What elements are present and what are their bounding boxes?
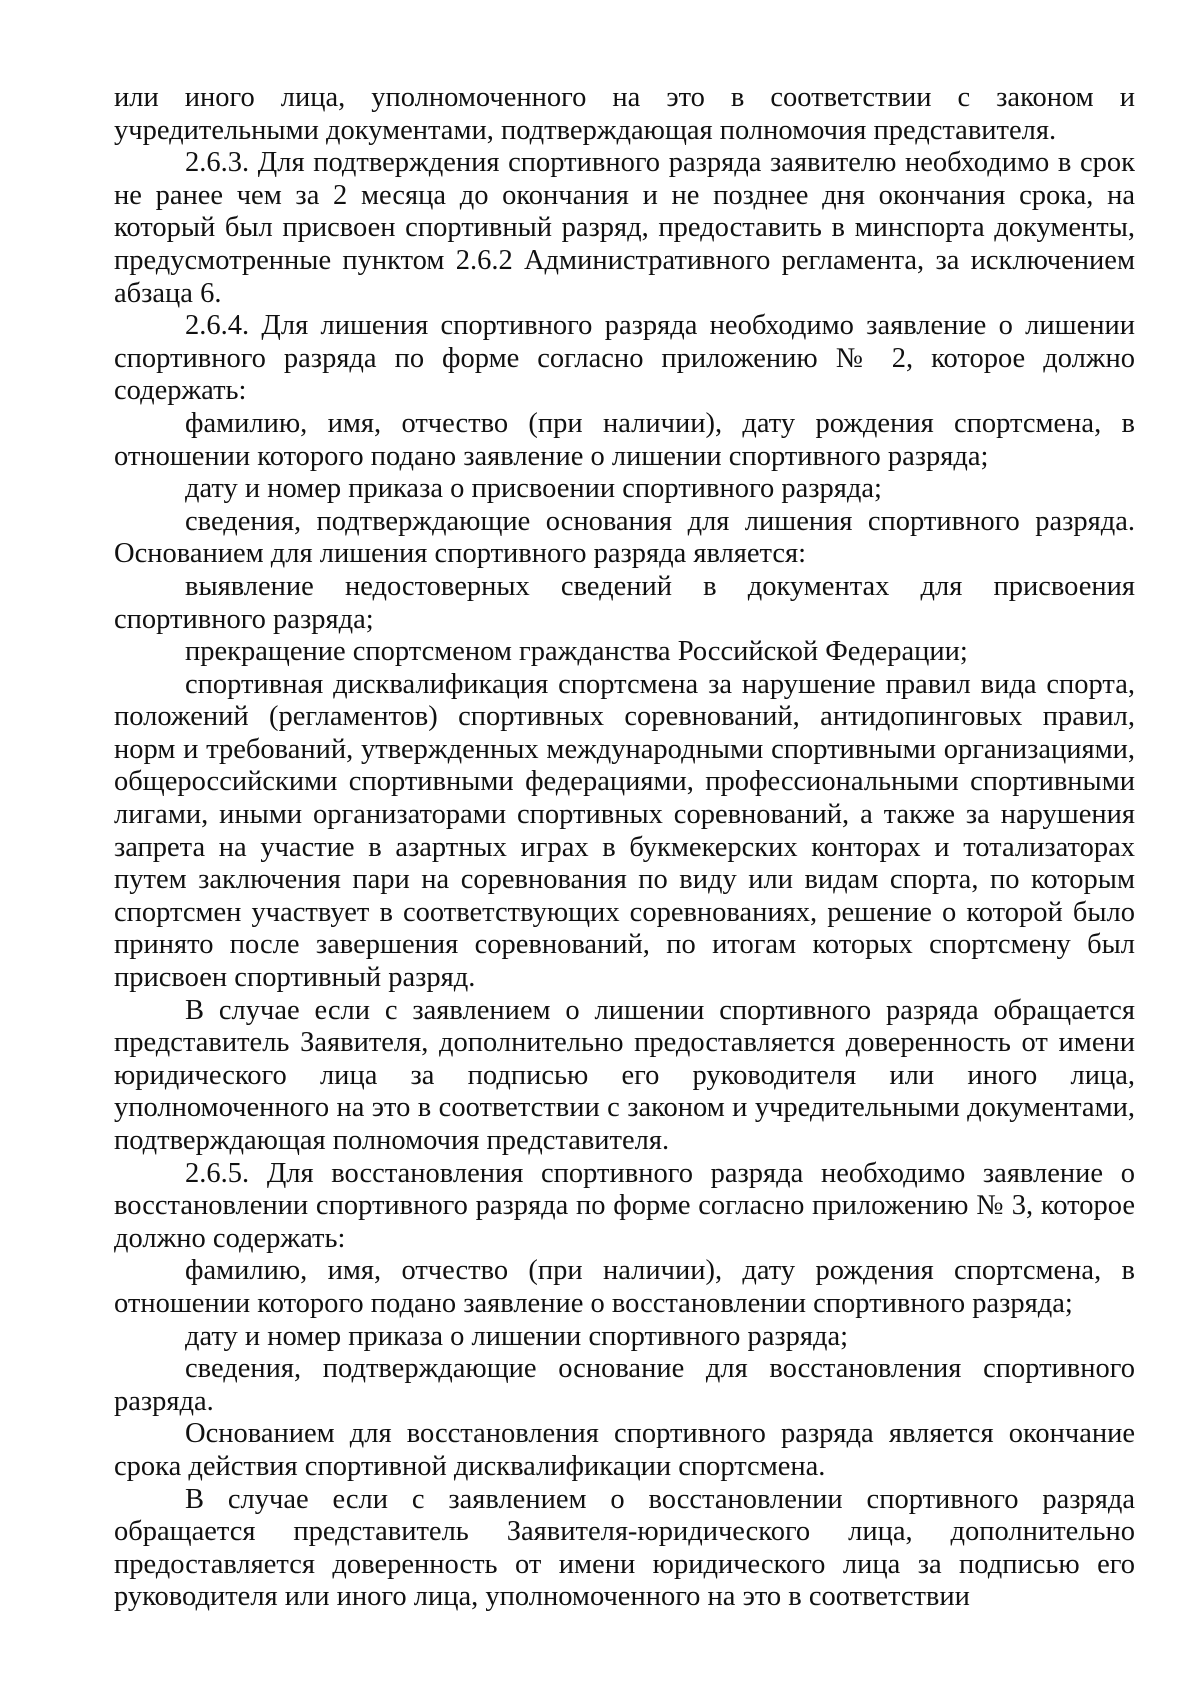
document-page [114, 82, 1135, 1614]
paragraph: Основанием для восстановления спортивного разряда является окончание срока действия спортивной дисквалификации спортсмена. [114, 1418, 1135, 1482]
list-item: дату и номер приказа о присвоении спортивного разряда; [185, 473, 882, 505]
paragraph: В случае если с заявлением о восстановлении спортивного разряда обращается представитель Заявителя-юридического лица, дополнительно предоставляется доверенность от имени юридического лица за подписью его руководителя или иного лица, уполномоченного на это в соответствии [114, 1483, 1135, 1613]
paragraph-2-6-4: 2.6.4. Для лишения спортивного разряда необходимо заявление о лишении спортивного разряда по форме согласно приложению № 2, которое должно содержать: [114, 310, 1135, 407]
list-item: фамилию, имя, отчество (при наличии), дату рождения спортсмена, в отношении которого подано заявление о лишении спортивного разряда; [114, 407, 1135, 472]
list-item: прекращение спортсменом гражданства Российской Федерации; [185, 636, 968, 668]
list-item: сведения, подтверждающие основания для лишения спортивного разряда. Основанием для лишения спортивного разряда является: [114, 505, 1135, 570]
paragraph: В случае если с заявлением о лишении спортивного разряда обращается представитель Заявителя, дополнительно предоставляется доверенность от имени юридического лица за подписью его руководителя или иного лица, уполномоченного на это в соответствии с законом и учредительными документами, подтверждающая полномочия представителя. [114, 994, 1135, 1156]
list-item: выявление недостоверных сведений в документах для присвоения спортивного разряда; [114, 570, 1135, 635]
list-item: дату и номер приказа о лишении спортивного разряда; [185, 1320, 849, 1352]
list-item: сведения, подтверждающие основание для восстановления спортивного разряда. [114, 1353, 1135, 1417]
paragraph-2-6-5: 2.6.5. Для восстановления спортивного разряда необходимо заявление о восстановлении спортивного разряда по форме согласно приложению № 3, которое должно содержать: [114, 1157, 1135, 1254]
list-item: спортивная дисквалификация спортсмена за нарушение правил вида спорта, положений (регламентов) спортивных соревнований, антидопинговых правил, норм и требований, утвержденных международными спортивными организациями, общероссийскими спортивными федерациями, профессиональными спортивными лигами, иными организаторами спортивных соревнований, а также за нарушения запрета на участие в азартных играх в букмекерских конторах и тотализаторах путем заключения пари на соревнования по виду или видам спорта, по которым спортсмен участвует в соответствующих соревнованиях, решение о которой было принято после завершения соревнований, по итогам которых спортсмену был присвоен спортивный разряд. [114, 668, 1135, 994]
paragraph: или иного лица, уполномоченного на это в соответствии с законом и учредительными документами, подтверждающая полномочия представителя. [114, 82, 1135, 146]
paragraph-2-6-3: 2.6.3. Для подтверждения спортивного разряда заявителю необходимо в срок не ранее чем за 2 месяца до окончания и не позднее дня окончания срока, на который был присвоен спортивный разряд, предоставить в минспорта документы, предусмотренные пунктом 2.6.2 Административного регламента, за исключением абзаца 6. [114, 147, 1135, 309]
list-item: фамилию, имя, отчество (при наличии), дату рождения спортсмена, в отношении которого подано заявление о восстановлении спортивного разряда; [114, 1255, 1135, 1319]
